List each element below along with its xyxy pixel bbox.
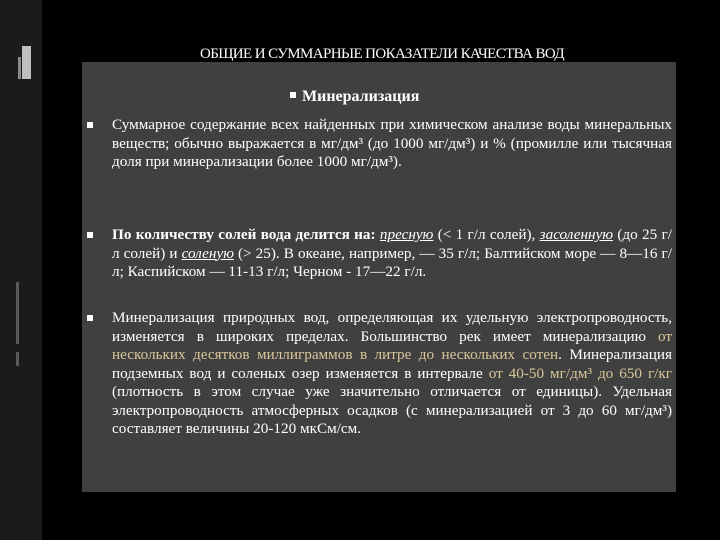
highlight-groundwater-range: от 40-50 мг/дм³ до 650 г/кг xyxy=(488,364,673,382)
text-span: (> 25). В океане, например, — 35 г/л; Балтийском море — 8—16 г/л; Каспийском — 11-13 г/л; Черном - 17—22 г/л. xyxy=(112,244,672,280)
left-decorative-bar xyxy=(0,0,42,540)
text-span: (< 1 г/л солей), xyxy=(433,226,540,243)
bullet-icon xyxy=(87,315,93,321)
decorative-stripe xyxy=(16,282,19,344)
bullet-icon xyxy=(87,122,93,128)
decorative-stripe xyxy=(18,57,21,79)
fresh-water-term: пресную xyxy=(379,226,434,243)
decorative-stripe xyxy=(22,46,31,79)
text-span: (плотность в этом случае уже значительно отличается от единицы). Удельная электропроводность атмосферных осадков (с минерализацией от 3 до 60 мг/дм³) составляет величины 20-120 мкСм/см. xyxy=(112,383,672,437)
text-span: (до 25 г/л солей) и xyxy=(112,226,673,262)
bullet-item-classification xyxy=(112,226,672,282)
bullet-item-mineralization-range xyxy=(112,309,672,439)
bullet-icon xyxy=(290,92,296,98)
decorative-stripe xyxy=(16,352,19,366)
bullet-icon xyxy=(87,232,93,238)
bullet-item-definition xyxy=(112,116,672,172)
slide-title: ОБЩИЕ И СУММАРНЫЕ ПОКАЗАТЕЛИ КАЧЕСТВА ВОД xyxy=(199,46,565,62)
brackish-water-term: засоленную xyxy=(539,226,614,243)
highlight-river-range: от нескольких десятков миллиграммов в литре до нескольких сотен xyxy=(112,327,672,363)
subheading-text: Минерализация xyxy=(302,88,420,105)
text-span: . Минерализация подземных вод и соленых озер изменяется в интервале xyxy=(112,346,672,382)
text-span: Минерализация природных вод, определяющая их удельную электропроводность, изменяется в широких пределах. Большинство рек имеет минерализацию xyxy=(112,309,672,345)
subheading xyxy=(302,88,419,106)
definition-text: Суммарное содержание всех найденных при химическом анализе воды минеральных веществ; обычно выражается в мг/дм³ (до 1000 мг/дм³) и % (промилле или тысячная доля при минерализации более 1000 мг/дм³). xyxy=(112,116,672,170)
classification-lead: По количеству солей вода делится на: xyxy=(112,226,376,243)
salty-water-term: соленую xyxy=(181,244,234,262)
